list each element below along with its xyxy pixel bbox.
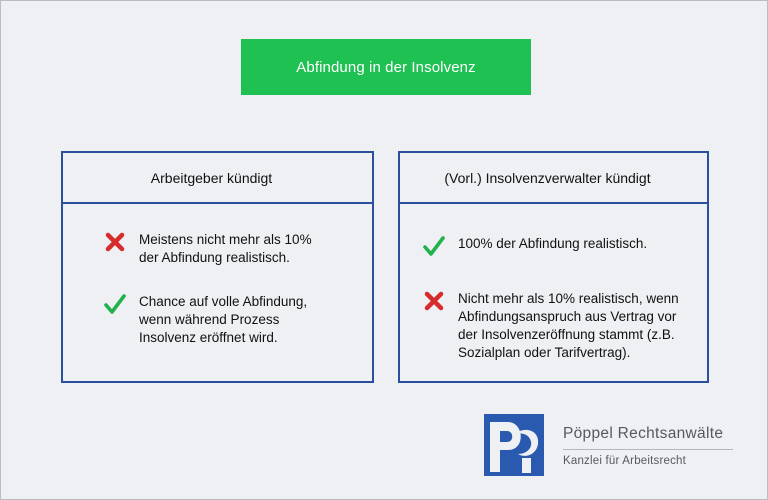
list-item — [420, 235, 647, 257]
list-item — [101, 293, 307, 347]
panel-employer-terminates — [61, 151, 374, 383]
panel-header — [400, 153, 707, 204]
panel-header-label: Arbeitgeber kündigt — [150, 169, 273, 186]
panel-header — [63, 153, 372, 204]
item-text: Meistens nicht mehr als 10% der Abfindung realistisch. — [139, 232, 312, 265]
poeppel-logo-icon — [484, 414, 544, 476]
brand-name: Pöppel Rechtsanwälte — [563, 425, 724, 442]
check-icon — [101, 293, 129, 315]
item-text: 100% der Abfindung realistisch. — [458, 236, 648, 251]
panel-header-label: (Vorl.) Insolvenzverwalter kündigt — [444, 169, 651, 186]
item-text: Chance auf volle Abfindung, wenn während Prozess Insolvenz eröffnet wird. — [139, 294, 308, 345]
page-title: Abfindung in der Insolvenz — [296, 58, 476, 76]
brand-tagline: Kanzlei für Arbeitsrecht — [563, 455, 687, 467]
cross-icon — [420, 290, 448, 312]
list-item — [101, 231, 312, 267]
item-text: Nicht mehr als 10% realistisch, wenn Abfindungsanspruch aus Vertrag vor der Insolvenzeröffnung stammt (z.B. Sozialplan oder Tarifvertrag). — [458, 291, 679, 360]
panel-insolvency-administrator-terminates — [398, 151, 709, 383]
check-icon — [420, 235, 448, 257]
title-banner — [241, 39, 531, 95]
cross-icon — [101, 231, 129, 253]
list-item — [420, 290, 679, 362]
brand-divider — [563, 449, 733, 450]
